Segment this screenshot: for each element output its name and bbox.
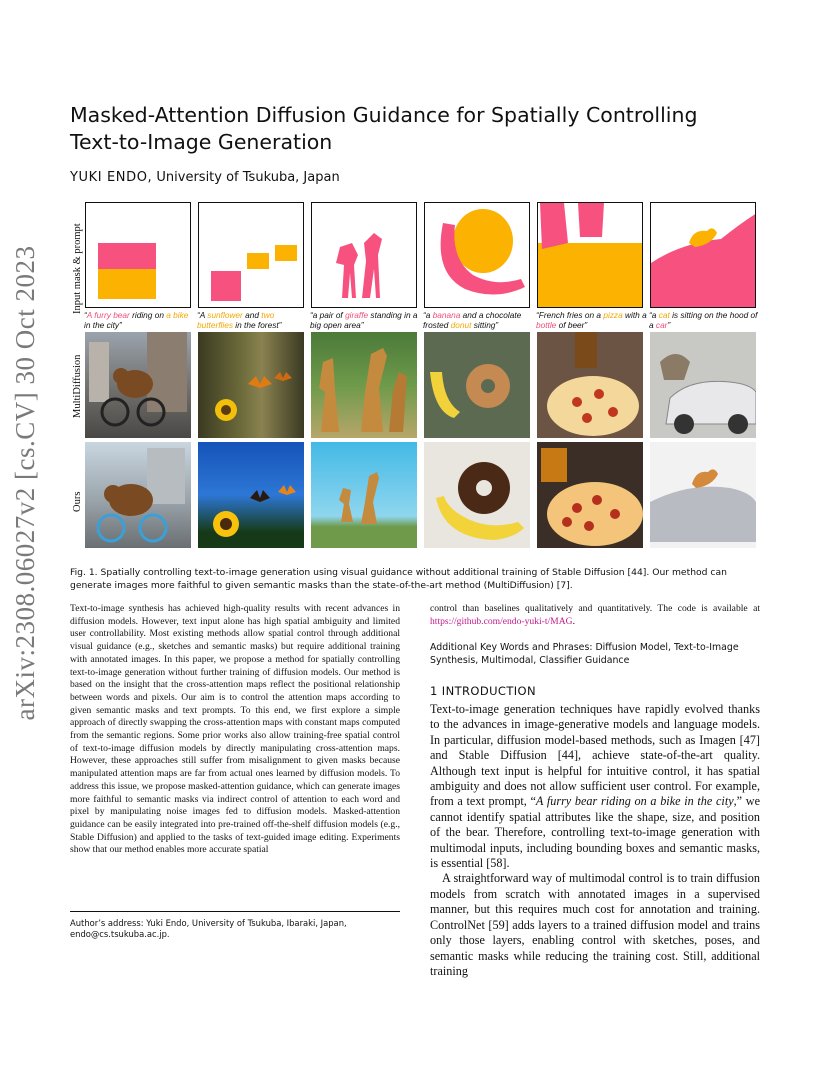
caption-text: is sitting on the hood of a	[649, 310, 758, 330]
footnote-rule	[70, 911, 400, 912]
caption-highlight: giraffe	[345, 310, 369, 320]
abstract	[70, 603, 400, 857]
mask-sunflower-shapes	[199, 203, 304, 308]
caption-text: in the forest”	[232, 320, 282, 330]
caption-text: “French fries on a	[536, 310, 604, 320]
caption-highlight: two butterflies	[197, 310, 275, 330]
intro-paragraph-1	[430, 702, 760, 871]
mask-cat-car-shapes	[651, 203, 756, 308]
ours-sunflower-art	[198, 442, 304, 548]
paper-title	[70, 102, 750, 156]
ours-bear-art	[85, 442, 191, 548]
intro-p1-italic: A furry bear riding on a bike in the city	[535, 794, 734, 809]
author-name: YUKI ENDO,	[70, 170, 153, 185]
multidiffusion-giraffe-image	[311, 332, 417, 438]
abstract-text: Text-to-image synthesis has achieved high-quality results with recent advances in diffusion models. However, text input alone has high spatial ambiguity and limited user controllability. Most existing methods allow spatial control through additional visual guidance (e.g., sketches and semantic masks) but require additional training with annotated images. In this paper, we propose a method for spatially controlling text-to-image generation without further training of diffusion models. Our method is based on the insight that the cross-attention maps reflect the positional relationship between words and pixels. Our aim is to control the attention maps according to given semantic masks and text prompts. To this end, we first explore a simple approach of directly swapping the cross-attention maps with constant maps computed from the semantic regions. Some prior works also allow training-free spatial control of text-to-image diffusion models by directly manipulating cross-attention maps. However, these approaches still suffer from misalignment to given masks because manipulated attention maps are far from actual ones learned by diffusion models. To address this issue, we propose masked-attention guidance, which can generate images more faithful to semantic masks via indirect control of attention to each word and pixel by manipulating noise images fed to diffusion models. Masked-attention guidance can be easily integrated into pre-trained off-the-shelf diffusion models (e.g., Stable Diffusion) and applied to the tasks of text-guided image editing. Experiments show that our method enables more accurate spatial	[70, 603, 400, 856]
ours-pizza-art	[537, 442, 643, 548]
caption-text: of beer”	[556, 320, 588, 330]
footnote: Author’s address: Yuki Endo, University of Tsukuba, Ibaraki, Japan, endo@cs.tsukuba.ac.jp.	[70, 918, 347, 939]
mask-banana-donut	[424, 202, 530, 308]
caption-highlight: bottle	[536, 320, 557, 330]
arxiv-stamp: arXiv:2308.06027v2 [cs.CV] 30 Oct 2023	[10, 245, 40, 721]
section-heading-introduction: 1 INTRODUCTION	[430, 684, 537, 698]
mask-pizza-beer-shapes	[538, 203, 643, 308]
caption-highlight: donut	[450, 320, 472, 330]
caption-text: “a	[423, 310, 433, 320]
caption-highlight: A furry bear	[86, 310, 130, 320]
ours-cat-car-image	[650, 442, 756, 548]
caption-text: “	[84, 310, 87, 320]
caption-highlight: sunflower	[207, 310, 243, 320]
keywords: Additional Key Words and Phrases: Diffusion Model, Text-to-Image Synthesis, Multimodal, Classifier Guidance	[430, 642, 739, 666]
mask-giraffe	[311, 202, 417, 308]
multidiffusion-cat-car-art	[650, 332, 756, 438]
row-label-multidiffusion: MultiDiffusion	[72, 354, 83, 418]
caption-text: and	[242, 310, 262, 320]
multidiffusion-pizza-image	[537, 332, 643, 438]
multidiffusion-bear-image	[85, 332, 191, 438]
prompt-caption-6	[649, 310, 761, 330]
prompt-caption-1	[84, 310, 196, 330]
caption-highlight: pizza	[603, 310, 623, 320]
multidiffusion-bear-art	[85, 332, 191, 438]
prompt-caption-4	[423, 310, 535, 330]
row-label-input: Input mask & prompt	[72, 223, 83, 314]
ours-pizza-image	[537, 442, 643, 548]
code-link-tail: .	[572, 615, 575, 627]
abstract-continued-text: control than baselines qualitatively and quantitatively. The code is available at	[430, 603, 760, 614]
caption-text: in the city”	[84, 320, 122, 330]
ours-donut-art	[424, 442, 530, 548]
caption-highlight: cat	[658, 310, 670, 320]
author-line	[70, 170, 340, 185]
prompt-caption-2	[197, 310, 309, 330]
caption-text: “A	[197, 310, 208, 320]
multidiffusion-sunflower-image	[198, 332, 304, 438]
caption-text: with a	[622, 310, 647, 320]
multidiffusion-donut-art	[424, 332, 530, 438]
ours-donut-image	[424, 442, 530, 548]
ours-sunflower-image	[198, 442, 304, 548]
prompt-caption-3	[310, 310, 422, 330]
caption-text: riding on	[129, 310, 167, 320]
mask-bear-bike	[85, 202, 191, 308]
caption-text: standing in a big open area”	[310, 310, 418, 330]
figure-1	[70, 200, 760, 555]
prompt-caption-5	[536, 310, 648, 330]
ours-giraffe-image	[311, 442, 417, 548]
multidiffusion-sunflower-art	[198, 332, 304, 438]
caption-highlight: car	[655, 320, 668, 330]
caption-text: and a chocolate frosted	[423, 310, 522, 330]
ours-giraffe-art	[311, 442, 417, 548]
mask-pizza-beer	[537, 202, 643, 308]
ours-bear-image	[85, 442, 191, 548]
multidiffusion-cat-car-image	[650, 332, 756, 438]
caption-highlight: banana	[432, 310, 461, 320]
mask-sunflower	[198, 202, 304, 308]
caption-text: ”	[667, 320, 671, 330]
intro-paragraph-2: A straightforward way of multimodal control is to train diffusion models from scratch with annotated images in a supervised manner, but this requires much cost for annotation and training. ControlNet [59] adds layers to a trained diffusion model and trains only those layers, enabling control with sketches, poses, and semantic masks while reducing the training cost. Still, additional training	[430, 871, 760, 978]
introduction	[430, 702, 760, 979]
author-affiliation: University of Tsukuba, Japan	[152, 170, 340, 185]
mask-bear-bike-shapes	[86, 203, 191, 308]
abstract-continued	[430, 603, 760, 628]
multidiffusion-donut-image	[424, 332, 530, 438]
code-link[interactable]: https://github.com/endo-yuki-t/MAG	[430, 615, 573, 627]
caption-text: sitting”	[471, 320, 499, 330]
title-line-1: Masked-Attention Diffusion Guidance for Spatially Controlling	[70, 103, 698, 127]
mask-cat-car	[650, 202, 756, 308]
caption-text: “a pair of	[310, 310, 346, 320]
caption-highlight: a bike	[166, 310, 189, 320]
title-line-2: Text-to-Image Generation	[70, 130, 333, 154]
intro-p1-start: Text-to-image generation techniques have rapidly evolved thanks to the advances in image-generative models and language models. In particular, diffusion model-based methods, such as Imagen [47] and Stable Diffusion [44], achieve state-of-the-art quality. Although text input is helpful for intuitive control, it has spatial ambiguity and does not allow sufficient user control. For example, from a text prompt, “	[430, 702, 760, 809]
mask-banana-donut-shapes	[425, 203, 530, 308]
caption-text: “a	[649, 310, 659, 320]
intro-p1-end: ,” we cannot identify spatial attributes like the shape, size, and position of the bear. Therefore, controlling text-to-image generation with multimodal inputs, including bounding boxes and semantic masks, is essential [58].	[430, 794, 761, 871]
mask-giraffe-shapes	[312, 203, 417, 308]
row-label-ours: Ours	[72, 491, 83, 512]
multidiffusion-giraffe-art	[311, 332, 417, 438]
multidiffusion-pizza-art	[537, 332, 643, 438]
ours-cat-car-art	[650, 442, 756, 548]
figure-caption: Fig. 1. Spatially controlling text-to-image generation using visual guidance without additional training of Stable Diffusion [44]. Our method can generate images more faithful to given semantic masks than the state-of-the-art method (MultiDiffusion) [7].	[70, 567, 727, 591]
